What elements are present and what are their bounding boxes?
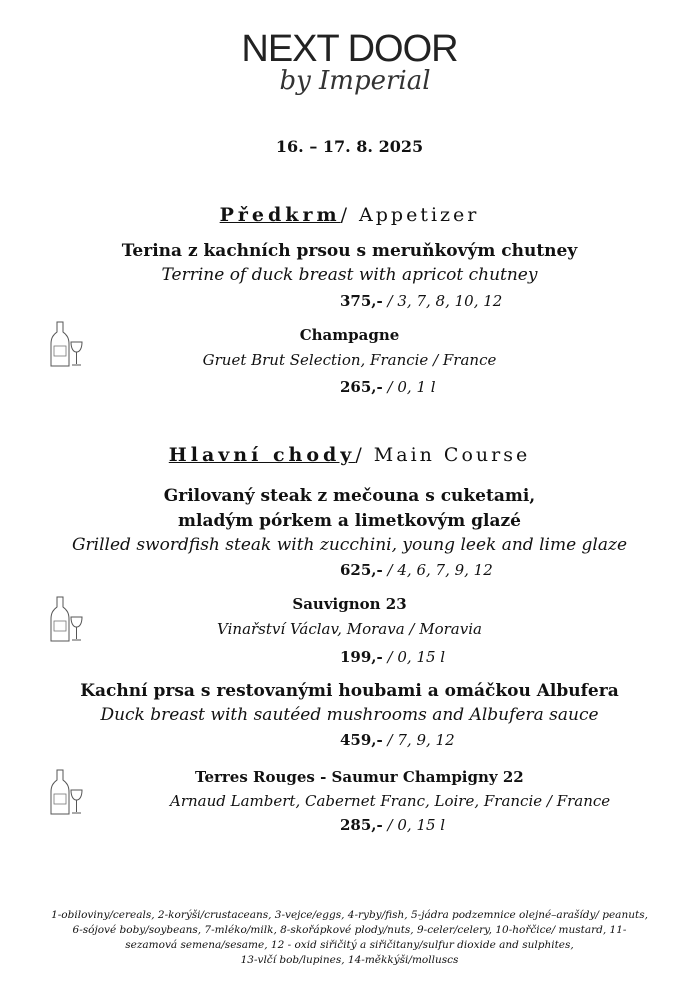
wine-description: Arnaud Lambert, Cabernet Franc, Loire, Francie / France	[170, 792, 611, 810]
section-title-cz: Předkrm	[219, 204, 341, 226]
section-title-main-course	[0, 444, 699, 466]
section-title-en: / Main Course	[355, 444, 531, 466]
dish-name-cz: Grilovaný steak z mečouna s cuketami,	[163, 486, 536, 506]
price-value: 459,-	[340, 731, 383, 749]
allergen-legend-line: 6-sójové boby/soybeans, 7-mléko/milk, 8-skořápkové plody/nuts, 9-celer/celery, 10-hořčice/ mustard, 11-	[72, 924, 627, 936]
allergen-legend-line: 1-obiloviny/cereals, 2-korýši/crustaceans, 3-vejce/eggs, 4-ryby/fish, 5-jádra podzemnice olejné–arašídy/ peanuts,	[51, 909, 648, 921]
dish-name-cz: Terina z kachních prsou s meruňkovým chutney	[121, 241, 578, 261]
wine-volume: / 0, 15 l	[387, 816, 446, 834]
wine-name: Sauvignon 23	[292, 595, 407, 613]
allergen-codes: / 7, 9, 12	[387, 731, 455, 749]
price-value: 625,-	[340, 561, 383, 579]
wine-volume: / 0, 15 l	[387, 648, 446, 666]
dish-name-en: Grilled swordfish steak with zucchini, young leek and lime glaze	[71, 535, 628, 555]
section-title-en: / Appetizer	[340, 204, 480, 226]
wine-price	[340, 378, 436, 396]
wine-description: Vinařství Václav, Morava / Moravia	[217, 620, 482, 638]
price-value: 265,-	[340, 378, 383, 396]
allergen-legend-line: sezamová semena/sesame, 12 - oxid siřičitý a siřičitany/sulfur dioxide and sulphites,	[125, 939, 574, 951]
allergen-codes: / 3, 7, 8, 10, 12	[387, 292, 503, 310]
wine-price	[340, 648, 445, 666]
dish-name-en: Duck breast with sautéed mushrooms and Albufera sauce	[100, 705, 599, 725]
brand-subtitle: by Imperial	[279, 66, 431, 96]
menu-date: 16. – 17. 8. 2025	[275, 137, 424, 156]
wine-name: Champagne	[299, 326, 400, 344]
wine-glass-bottle-icon	[50, 768, 84, 818]
dish-name-cz: mladým pórkem a limetkovým glazé	[178, 511, 521, 531]
section-title-cz: Hlavní chody	[168, 444, 356, 466]
price-value: 375,-	[340, 292, 383, 310]
price-value: 285,-	[340, 816, 383, 834]
allergen-legend	[20, 908, 679, 968]
wine-volume: / 0, 1 l	[387, 378, 436, 396]
dish-price	[340, 731, 455, 749]
wine-price	[340, 816, 445, 834]
brand-logo: NEXT DOOR	[241, 28, 458, 70]
section-title-appetizer	[0, 204, 699, 226]
dish-price	[340, 561, 493, 579]
price-value: 199,-	[340, 648, 383, 666]
wine-name: Terres Rouges - Saumur Champigny 22	[195, 768, 524, 786]
allergen-codes: / 4, 6, 7, 9, 12	[387, 561, 493, 579]
dish-name-en: Terrine of duck breast with apricot chutney	[161, 265, 538, 285]
dish-price	[340, 292, 502, 310]
dish-name-cz: Kachní prsa s restovanými houbami a omáčkou Albufera	[80, 681, 619, 701]
allergen-legend-line: 13-vlčí bob/lupines, 14-měkkýši/molluscs	[240, 954, 459, 966]
wine-description: Gruet Brut Selection, Francie / France	[202, 351, 497, 369]
